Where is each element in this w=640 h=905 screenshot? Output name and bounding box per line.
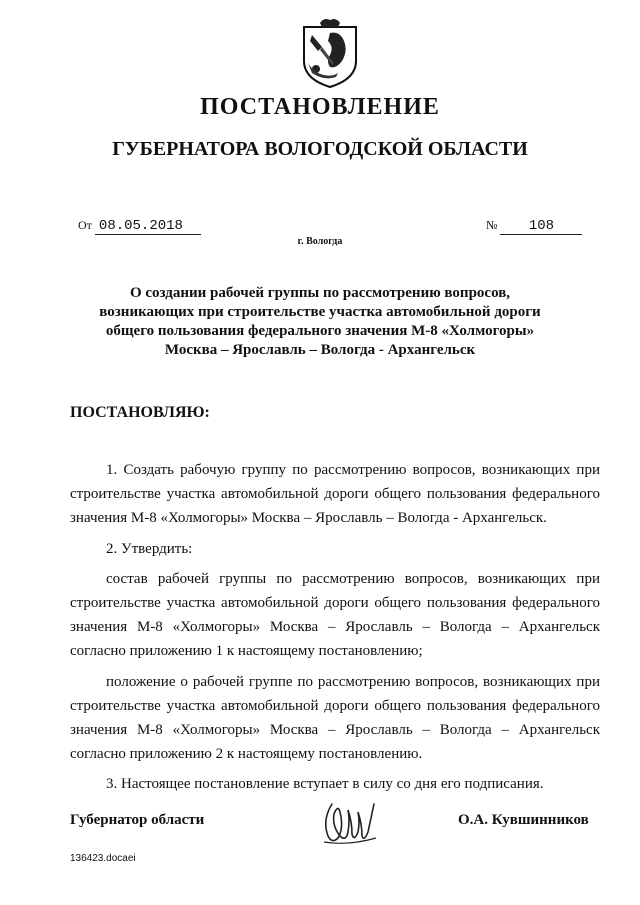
number-prefix: № [486, 218, 498, 232]
subject-line: возникающих при строительстве участка автомобильной дороги [99, 304, 541, 320]
date-block [78, 218, 201, 235]
document-subject [0, 284, 640, 360]
resolve-heading: ПОСТАНОВЛЯЮ: [70, 404, 210, 421]
paragraph-2: 2. Утвердить: [106, 540, 193, 557]
document-body [70, 458, 600, 803]
date-prefix: От [78, 218, 92, 232]
signatory-name: О.А. Кувшинников [458, 812, 589, 828]
paragraph-5: 3. Настоящее постановление вступает в силу со дня его подписания. [106, 776, 544, 793]
city-label: г. Вологда [297, 236, 343, 247]
paragraph-3: состав рабочей группы по рассмотрению вопросов, возникающих при строительстве участка автомобильной дороги общего пользования федерального значения М-8 «Холмогоры» Москва – Ярославль – Вологда – Архангельск согласно приложению 1 к настоящему постановлению; [70, 570, 600, 660]
paragraph-1: 1. Создать рабочую группу по рассмотрению вопросов, возникающих при строительстве участка автомобильной дороги общего пользования федерального значения М-8 «Холмогоры» Москва – Ярославль – Вологда - Архангельск. [70, 462, 600, 527]
subject-line: О создании рабочей группы по рассмотрению вопросов, [129, 285, 511, 301]
date-value: 08.05.2018 [95, 218, 201, 235]
paragraph-4: положение о рабочей группе по рассмотрению вопросов, возникающих при строительстве участка автомобильной дороги общего пользования федерального значения М-8 «Холмогоры» Москва – Ярославль – Вологда – Архангельск согласно приложению 2 к настоящему постановлению. [70, 673, 600, 763]
handwritten-signature-icon [318, 792, 380, 850]
subject-line: Москва – Ярославль – Вологда - Архангельск [164, 342, 476, 358]
number-value: 108 [500, 218, 582, 235]
document-subtitle: ГУБЕРНАТОРА ВОЛОГОДСКОЙ ОБЛАСТИ [112, 138, 528, 160]
vologda-coat-of-arms-icon [300, 17, 360, 89]
document-title: ПОСТАНОВЛЕНИЕ [200, 94, 440, 120]
number-block [486, 218, 582, 235]
subject-line: общего пользования федерального значения М-8 «Холмогоры» [105, 323, 535, 339]
signatory-position: Губернатор области [70, 812, 205, 828]
document-id: 136423.docaei [70, 853, 136, 864]
